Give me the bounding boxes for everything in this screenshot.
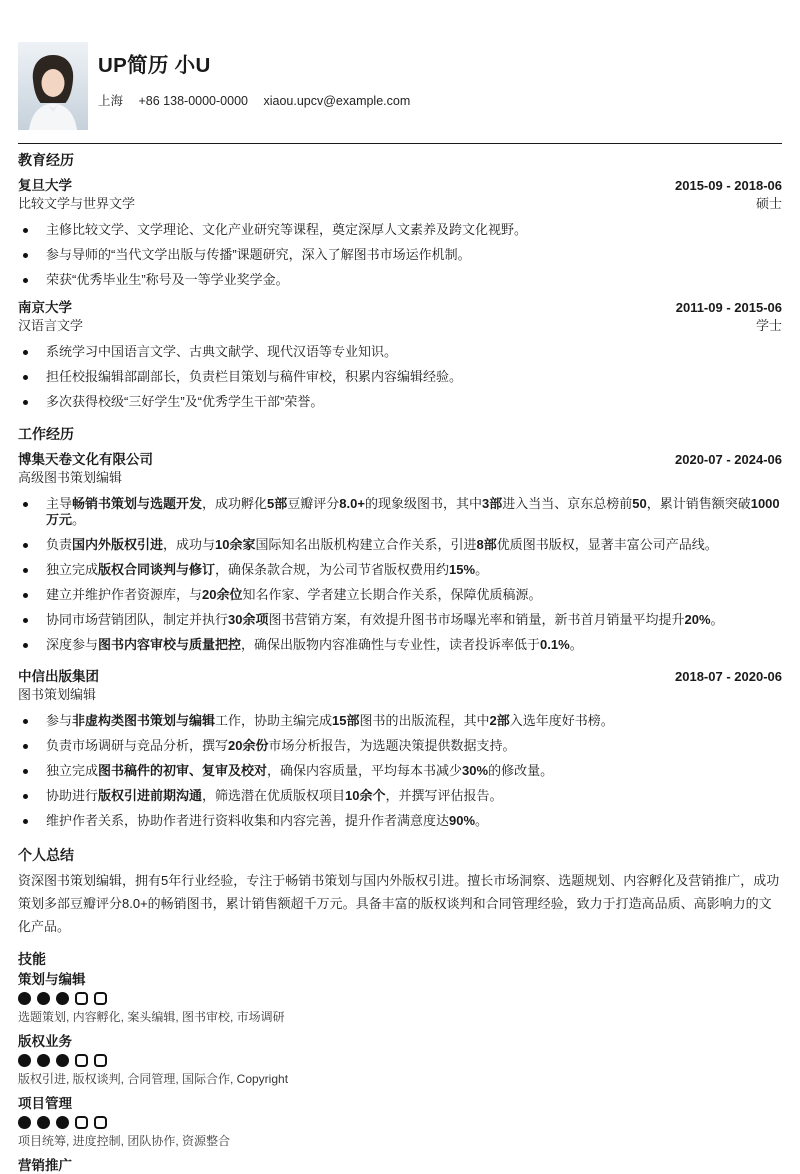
bullet-text: 负责市场调研与竞品分析，撰写20余份市场分析报告，为选题决策提供数据支持。 [46,738,516,753]
bullet-text: 担任校报编辑部副部长，负责栏目策划与稿件审校，积累内容编辑经验。 [46,369,463,384]
header-text [98,42,422,130]
profile-photo [18,42,88,130]
bullet-item [18,394,782,410]
entry-period: 2020-07 - 2024-06 [675,452,782,467]
entry-sub-row [18,195,782,213]
education-entries [18,176,782,410]
bullet-text: 独立完成图书稿件的初审、复审及校对，确保内容质量，平均每本书减少30%的修改量。 [46,763,554,778]
bullet-item [18,496,782,528]
level-dot-empty-icon [75,1054,88,1067]
location-text: 上海 [98,94,124,108]
contact-line [98,91,422,109]
skill-tags: 版权引进, 版权谈判, 合同管理, 国际合作, Copyright [18,1072,289,1086]
portrait-photo-icon [18,42,88,130]
bullet-item [18,344,782,360]
skill-item [18,971,782,1024]
skill-name: 项目管理 [18,1096,72,1111]
bullet-item [18,738,782,754]
bullet-text: 建立并维护作者资源库，与20余位知名作家、学者建立长期合作关系，保障优质稿源。 [46,587,542,602]
bullet-text: 荣获“优秀毕业生”称号及一等学业奖学金。 [46,272,289,287]
role-text: 高级图书策划编辑 [18,470,123,485]
bullet-list [18,222,782,288]
level-dot-filled-icon [18,1054,31,1067]
school-name: 南京大学 [18,300,72,315]
entry-header-row [18,450,782,469]
education-entry [18,176,782,288]
bullet-item [18,763,782,779]
entry-sub-row [18,686,782,704]
entry-header-row [18,176,782,195]
level-dot-filled-icon [56,1116,69,1129]
entry-header-row [18,298,782,317]
bullet-text: 协助进行版权引进前期沟通，筛选潜在优质版权项目10余个，并撰写评估报告。 [46,788,503,803]
major-text: 汉语言文学 [18,318,84,333]
bullet-item [18,537,782,553]
level-dot-filled-icon [18,1116,31,1129]
work-entries [18,450,782,829]
level-dot-filled-icon [56,992,69,1005]
bullet-text: 参与非虚构类图书策划与编辑工作，协助主编完成15部图书的出版流程，其中2部入选年度好书榜。 [46,713,614,728]
entry-period: 2011-09 - 2015-06 [675,300,782,315]
resume-header [18,42,782,130]
skill-level-dots [18,1116,782,1129]
bullet-item [18,713,782,729]
skill-name: 版权业务 [18,1034,72,1049]
bullet-item [18,247,782,263]
bullet-text: 主导畅销书策划与选题开发，成功孵化5部豆瓣评分8.0+的现象级图书，其中3部进入当当、京东总榜前50，累计销售额突破1000万元。 [46,496,780,527]
skill-level-dots [18,1054,782,1067]
email-text: xiaou.upcv@example.com [263,94,411,108]
skills-section-title: 技能 [18,951,46,967]
work-section-title: 工作经历 [18,426,74,442]
company-name: 中信出版集团 [18,669,99,684]
bullet-text: 主修比较文学、文学理论、文化产业研究等课程，奠定深厚人文素养及跨文化视野。 [46,222,528,237]
role-text: 图书策划编辑 [18,687,97,702]
candidate-name: UP简历 小U [98,54,211,77]
bullet-item [18,813,782,829]
bullet-item [18,587,782,603]
work-section [18,426,782,829]
school-name: 复旦大学 [18,178,72,193]
level-dot-empty-icon [75,992,88,1005]
company-name: 博集天卷文化有限公司 [18,452,153,467]
education-section-title: 教育经历 [18,152,74,168]
degree-text: 硕士 [755,196,782,211]
phone-text: +86 138-0000-0000 [138,94,248,108]
level-dot-empty-icon [94,1054,107,1067]
level-dot-empty-icon [94,992,107,1005]
major-text: 比较文学与世界文学 [18,196,136,211]
skill-name: 营销推广 [18,1158,72,1173]
skill-item [18,1157,782,1174]
bullet-item [18,222,782,238]
level-dot-filled-icon [37,1116,50,1129]
skills-list [18,971,782,1174]
bullet-list [18,713,782,829]
entry-header-row [18,667,782,686]
level-dot-empty-icon [94,1116,107,1129]
skill-item [18,1033,782,1086]
skill-tags: 项目统筹, 进度控制, 团队协作, 资源整合 [18,1134,231,1148]
level-dot-empty-icon [75,1116,88,1129]
work-entry [18,667,782,829]
education-section [18,152,782,410]
bullet-text: 多次获得校级“三好学生”及“优秀学生干部”荣誉。 [46,394,324,409]
bullet-text: 系统学习中国语言文学、古典文献学、现代汉语等专业知识。 [46,344,398,359]
bullet-item [18,637,782,653]
skills-section [18,951,782,1174]
bullet-item [18,562,782,578]
entry-sub-row [18,317,782,335]
header-divider [18,143,782,144]
skill-name: 策划与编辑 [18,972,86,987]
bullet-item [18,272,782,288]
level-dot-filled-icon [56,1054,69,1067]
bullet-text: 协同市场营销团队，制定并执行30余项图书营销方案，有效提升图书市场曝光率和销量，新书首月销量平均提升20%。 [46,612,724,627]
level-dot-filled-icon [37,992,50,1005]
bullet-item [18,612,782,628]
skill-item [18,1095,782,1148]
entry-period: 2018-07 - 2020-06 [675,669,782,684]
level-dot-filled-icon [18,992,31,1005]
summary-text: 资深图书策划编辑，拥有5年行业经验，专注于畅销书策划与国内外版权引进。擅长市场洞察、选题规划、内容孵化及营销推广，成功策划多部豆瓣评分8.0+的畅销图书，累计销售额超千万元。具备丰富的版权谈判和合同管理经验，致力于打造高品质、高影响力的文化产品。 [18,873,780,934]
summary-section-title: 个人总结 [18,847,74,863]
bullet-item [18,788,782,804]
bullet-item [18,369,782,385]
summary-section [18,847,782,938]
degree-text: 学士 [755,318,782,333]
entry-sub-row [18,469,782,487]
bullet-text: 深度参与图书内容审校与质量把控，确保出版物内容准确性与专业性，读者投诉率低于0.1%。 [46,637,583,652]
skill-tags: 选题策划, 内容孵化, 案头编辑, 图书审校, 市场调研 [18,1010,285,1024]
bullet-text: 维护作者关系，协助作者进行资料收集和内容完善，提升作者满意度达90%。 [46,813,489,828]
bullet-text: 负责国内外版权引进，成功与10余家国际知名出版机构建立合作关系，引进8部优质图书版权，显著丰富公司产品线。 [46,537,718,552]
skill-level-dots [18,992,782,1005]
work-entry [18,450,782,653]
bullet-text: 独立完成版权合同谈判与修订，确保条款合规，为公司节省版权费用约15%。 [46,562,489,577]
level-dot-filled-icon [37,1054,50,1067]
bullet-list [18,344,782,410]
education-entry [18,298,782,410]
bullet-text: 参与导师的“当代文学出版与传播”课题研究，深入了解图书市场运作机制。 [46,247,471,262]
entry-period: 2015-09 - 2018-06 [675,178,782,193]
bullet-list [18,496,782,653]
